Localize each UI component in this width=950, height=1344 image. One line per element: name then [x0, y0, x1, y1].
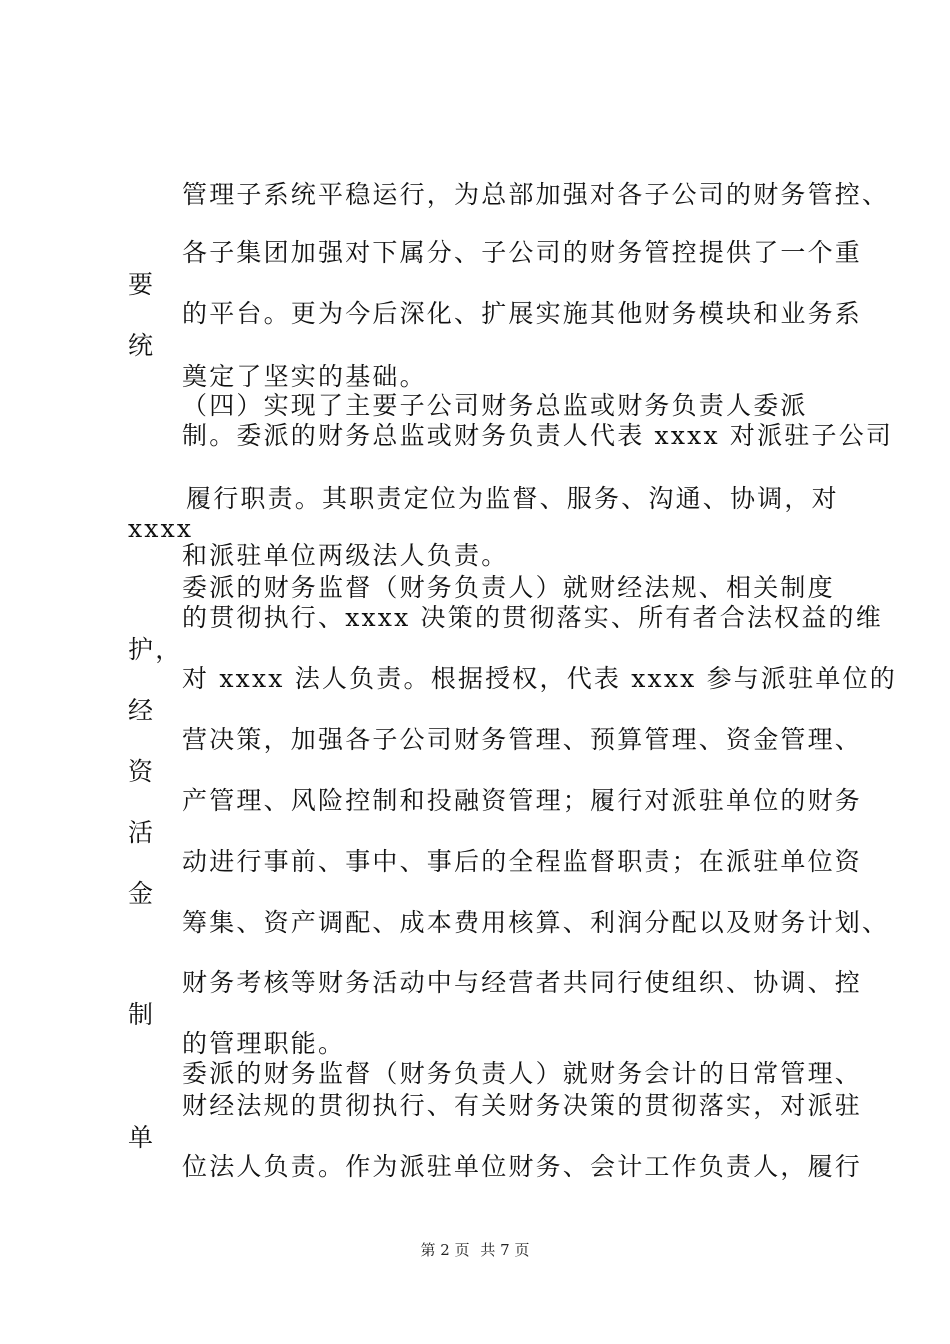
page-total: 共 7 页	[480, 1241, 530, 1259]
text-line: 营决策，加强各子公司财务管理、预算管理、资金管理、	[182, 725, 863, 754]
text-line: 履行职责。其职责定位为监督、服务、沟通、协调，对	[186, 484, 839, 513]
text-line: 筹集、资产调配、成本费用核算、利润分配以及财务计划、	[182, 908, 890, 937]
text-line: 制。委派的财务总监或财务负责人代表 xxxx 对派驻子公司	[182, 421, 894, 450]
text-line: 和派驻单位两级法人负责。	[182, 541, 509, 570]
text-line: 位法人负责。作为派驻单位财务、会计工作负责人，履行	[182, 1152, 863, 1181]
text-line: 财务考核等财务活动中与经营者共同行使组织、协调、控	[182, 968, 863, 997]
text-line: （四）实现了主要子公司财务总监或财务负责人委派	[182, 391, 808, 420]
text-line: 奠定了坚实的基础。	[182, 362, 427, 391]
text-line: 金	[128, 879, 156, 908]
text-line: 要	[128, 270, 156, 299]
text-line: xxxx	[128, 514, 194, 543]
page-number: 第 2 页	[420, 1241, 470, 1259]
text-line: 委派的财务监督（财务负责人）就财务会计的日常管理、	[182, 1059, 863, 1088]
text-line: 活	[128, 818, 156, 847]
text-line: 护，	[128, 635, 183, 664]
text-line: 制	[128, 1000, 156, 1029]
text-line: 财经法规的贯彻执行、有关财务决策的贯彻落实，对派驻	[182, 1091, 863, 1120]
text-line: 的管理职能。	[182, 1029, 346, 1058]
text-line: 统	[128, 331, 156, 360]
text-line: 单	[128, 1123, 156, 1152]
text-line: 各子集团加强对下属分、子公司的财务管控提供了一个重	[182, 238, 863, 267]
text-line: 委派的财务监督（财务负责人）就财经法规、相关制度	[182, 573, 835, 602]
text-line: 的平台。更为今后深化、扩展实施其他财务模块和业务系	[182, 299, 863, 328]
text-line: 资	[128, 757, 156, 786]
text-line: 产管理、风险控制和投融资管理；履行对派驻单位的财务	[182, 786, 863, 815]
text-line: 经	[128, 696, 156, 725]
page-footer	[0, 1240, 950, 1260]
text-line: 对 xxxx 法人负责。根据授权，代表 xxxx 参与派驻单位的	[182, 664, 897, 693]
text-line: 的贯彻执行、xxxx 决策的贯彻落实、所有者合法权益的维	[182, 603, 883, 632]
text-line: 管理子系统平稳运行，为总部加强对各子公司的财务管控、	[182, 180, 890, 209]
text-line: 动进行事前、事中、事后的全程监督职责；在派驻单位资	[182, 847, 863, 876]
